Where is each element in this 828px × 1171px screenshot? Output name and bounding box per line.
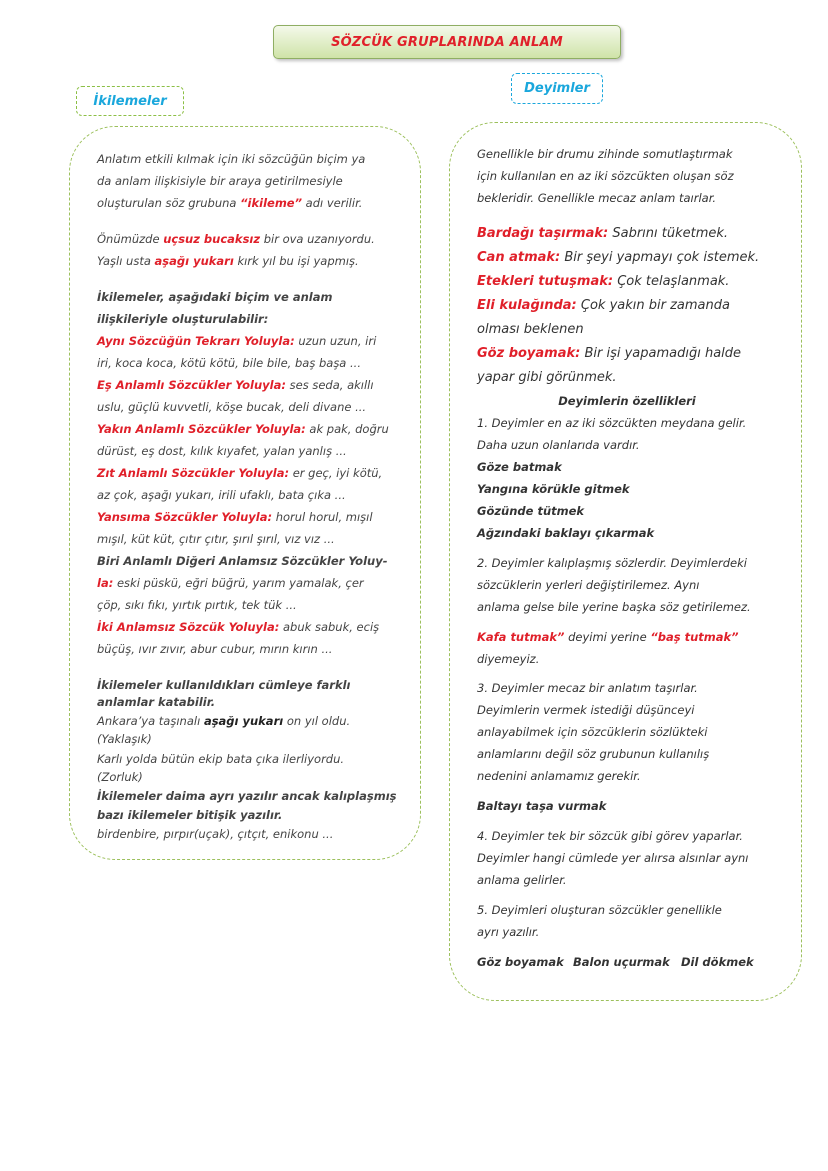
text: Yaşlı usta [97,254,155,268]
idiom-term: Göz boyamak: [477,346,581,361]
note: bazı ikilemeler bitişik yazılır. [97,808,283,822]
feature-text: Deyimlerin vermek istediği düşünceyi [477,703,695,717]
type-item [97,440,347,462]
text: çöp, sıkı fıkı, yırtık pırtık, tek tük ... [97,598,297,612]
highlight: uçsuz bucaksız [163,232,261,246]
text: deyimi yerine [564,630,651,644]
idiom-item [477,295,730,317]
feature-text: Daha uzun olanlarıda vardır. [477,438,640,452]
features-title: Deyimlerin özellikleri [558,394,696,408]
feature-text: 5. Deyimleri oluşturan sözcükler genellikle [477,903,722,917]
text: adı verilir. [302,196,363,210]
feature-text: anlayabilmek için sözcüklerin sözlükteki [477,725,708,739]
highlight: Kafa tutmak” [477,630,565,644]
section-label-deyimler-text: Deyimler [524,81,590,96]
idiom-term: Can atmak: [477,250,561,265]
text: az çok, aşağı yukarı, irili ufaklı, bata çıka ... [97,488,346,502]
text: ses seda, akıllı [285,378,374,392]
feature-example: Gözünde tütmek [477,504,585,518]
text: eski püskü, eğri büğrü, yarım yamalak, çer [113,576,364,590]
type-item [97,528,335,550]
text: iri, koca koca, kötü kötü, bile bile, baş başa ... [97,356,361,370]
idiom-item [477,247,759,269]
text: oluşturulan söz grubuna [97,196,241,210]
idiom-meaning: Çok telaşlanmak. [613,274,730,289]
example-sentence: Karlı yolda bütün ekip bata çıka ilerliyordu. [97,752,345,766]
definition-line: için kullanılan en az iki sözcükten oluşan söz [477,169,734,183]
definition-line [97,192,362,214]
feature-example: Göz boyamak [477,955,564,969]
type-item [97,572,364,594]
feature-text: sözcüklerin yerleri değiştirilemez. Aynı [477,578,700,592]
idiom-meaning: Çok yakın bir zamanda [576,298,730,313]
section-label-deyimler [511,73,603,104]
type-item [97,330,376,352]
feature-example: Yangına körükle gitmek [477,482,630,496]
highlight: aşağı yukarı [154,254,234,268]
feature-text: Deyimler hangi cümlede yer alırsa alsınlar aynı [477,851,749,865]
example-sentence [97,250,359,272]
feature-text: anlama gelirler. [477,873,567,887]
definition-line: bekleridir. Genellikle mecaz anlam taırlar. [477,191,717,205]
type-label: İki Anlamsız Sözcük Yoluyla: [97,620,280,634]
feature-text: 1. Deyimler en az iki sözcükten meydana gelir. [477,416,747,430]
idiom-meaning: Bir şeyi yapmayı çok istemek. [560,250,760,265]
type-label: la: [97,576,114,590]
feature-example: Baltayı taşa vurmak [477,799,607,813]
feature-text: anlama gelse bile yerine başka söz getirilemez. [477,600,751,614]
type-item [97,396,366,418]
idiom-meaning: yapar gibi görünmek. [477,370,617,385]
text: er geç, iyi kötü, [289,466,383,480]
idiom-term: Eli kulağında: [477,298,577,313]
text: dürüst, eş dost, kılık kıyafet, yalan yanlış ... [97,444,347,458]
idiom-item [477,271,729,293]
text: bir ova uzanıyordu. [260,232,375,246]
type-label: Aynı Sözcüğün Tekrarı Yoluyla: [97,334,295,348]
note: İkilemeler daima ayrı yazılır ancak kalıplaşmış [97,789,397,803]
example-meaning: (Zorluk) [97,770,143,784]
highlight: aşağı yukarı [203,714,284,728]
text: ak pak, doğru [305,422,389,436]
text: büçüş, ıvır zıvır, abur cubur, mırın kırın ... [97,642,333,656]
type-item [97,462,382,484]
feature-text: 2. Deyimler kalıplaşmış sözlerdir. Deyimlerdeki [477,556,747,570]
text: horul horul, mışıl [272,510,373,524]
section-label-ikilemeler [76,86,184,116]
text: Önümüzde [97,232,164,246]
subheading: anlamlar katabilir. [97,695,216,709]
type-item [97,594,297,616]
feature-text: nedenini anlamamız gerekir. [477,769,641,783]
type-label: Eş Anlamlı Sözcükler Yoluyla: [97,378,286,392]
example-sentence [97,228,375,250]
text: kırk yıl bu işi yapmış. [233,254,359,268]
text: Ankara’ya taşınalı [97,714,204,728]
text: da anlam ilişkisiyle bir araya getirilmesiyle [97,174,343,188]
idiom-meaning: Bir işi yapamadığı halde [580,346,742,361]
feature-text: anlamlarını değil söz grubunun kullanılış [477,747,710,761]
note-examples: birdenbire, pırpır(uçak), çıtçıt, enikonu ... [97,827,334,841]
feature-example: Dil dökmek [681,955,754,969]
subheading: İkilemeler, aşağıdaki biçim ve anlam [97,290,333,304]
text: abuk sabuk, eciş [279,620,380,634]
feature-text: diyemeyiz. [477,652,540,666]
text: uzun uzun, iri [294,334,377,348]
idiom-term: Etekleri tutuşmak: [477,274,614,289]
definition-line [97,170,343,192]
type-label: Yakın Anlamlı Sözcükler Yoluyla: [97,422,306,436]
definition-line: Genellikle bir drumu zihinde somutlaştırmak [477,147,733,161]
subheading: ilişkileriyle oluşturulabilir: [97,312,269,326]
idiom-term: Bardağı taşırmak: [477,226,609,241]
type-item [97,484,346,506]
highlight: “baş tutmak” [650,630,739,644]
text: mışıl, küt küt, çıtır çıtır, şırıl şırıl, vız vız ... [97,532,335,546]
idiom-meaning: Sabrını tüketmek. [608,226,729,241]
type-label: Biri Anlamlı Diğeri Anlamsız Sözcükler Yoluy- [97,554,388,568]
feature-text: ayrı yazılır. [477,925,540,939]
term: “ikileme” [240,196,303,210]
page-title-text: SÖZCÜK GRUPLARINDA ANLAM [331,34,563,50]
idiom-meaning: olması beklenen [477,322,584,337]
type-item [97,352,361,374]
type-item [97,374,374,396]
feature-text: 4. Deyimler tek bir sözcük gibi görev yaparlar. [477,829,743,843]
type-item [97,418,389,440]
idiom-item [477,223,728,245]
subheading: İkilemeler kullanıldıkları cümleye farklı [97,678,351,692]
definition-line [97,148,365,170]
feature-example: Göze batmak [477,460,562,474]
feature-example [477,626,739,648]
text: Anlatım etkili kılmak için iki sözcüğün biçim ya [97,152,366,166]
idiom-item [477,343,741,365]
page-title [273,25,621,59]
section-label-ikilemeler-text: İkilemeler [93,93,167,109]
text: on yıl oldu. [283,714,351,728]
text: uslu, güçlü kuvvetli, köşe bucak, deli divane ... [97,400,367,414]
example-meaning: (Yaklaşık) [97,732,152,746]
feature-example: Ağzındaki baklayı çıkarmak [477,526,655,540]
type-label: Yansıma Sözcükler Yoluyla: [97,510,273,524]
type-label: Zıt Anlamlı Sözcükler Yoluyla: [97,466,290,480]
feature-example: Balon uçurmak [573,955,670,969]
feature-text: 3. Deyimler mecaz bir anlatım taşırlar. [477,681,698,695]
type-item [97,506,373,528]
type-item [97,638,332,660]
type-item [97,616,379,638]
